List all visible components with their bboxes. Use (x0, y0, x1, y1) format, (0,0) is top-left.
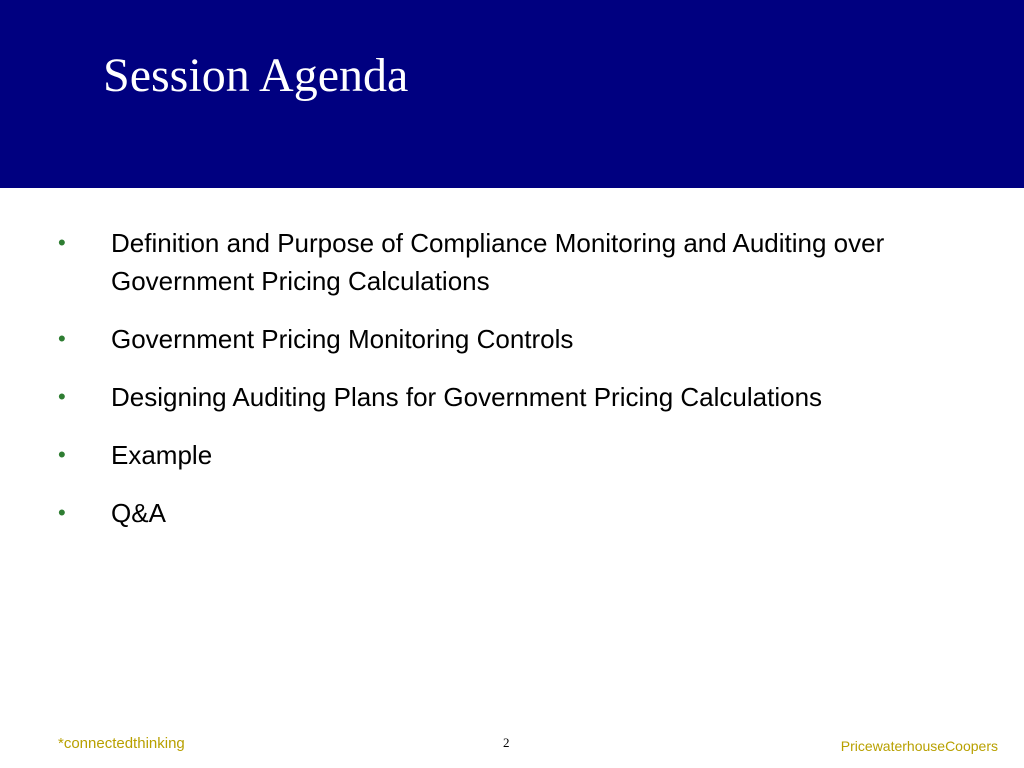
agenda-item (58, 320, 958, 358)
page-number: 2 (503, 735, 510, 750)
agenda-item (58, 494, 958, 532)
agenda-item-text: Definition and Purpose of Compliance Monitoring and Auditing over Government Pricing Calculations (111, 228, 885, 296)
agenda-item-text: Government Pricing Monitoring Controls (111, 324, 574, 354)
agenda-item (58, 224, 958, 300)
bullet-icon: • (58, 500, 66, 525)
agenda-item (58, 436, 958, 474)
footer-company-name: PricewaterhouseCoopers (840, 738, 998, 754)
agenda-item-text: Example (111, 440, 213, 470)
slide-title: Session Agenda (103, 49, 409, 102)
bullet-icon: • (58, 230, 66, 255)
bullet-icon: • (58, 384, 66, 409)
agenda-item-text: Q&A (111, 498, 166, 528)
bullet-icon: • (58, 442, 66, 467)
header-band (0, 0, 1024, 188)
agenda-item-text: Designing Auditing Plans for Government Pricing Calculations (111, 382, 823, 412)
agenda-list (58, 224, 958, 552)
footer-tagline: *connectedthinking (58, 735, 185, 752)
bullet-icon: • (58, 326, 66, 351)
agenda-item (58, 378, 958, 416)
